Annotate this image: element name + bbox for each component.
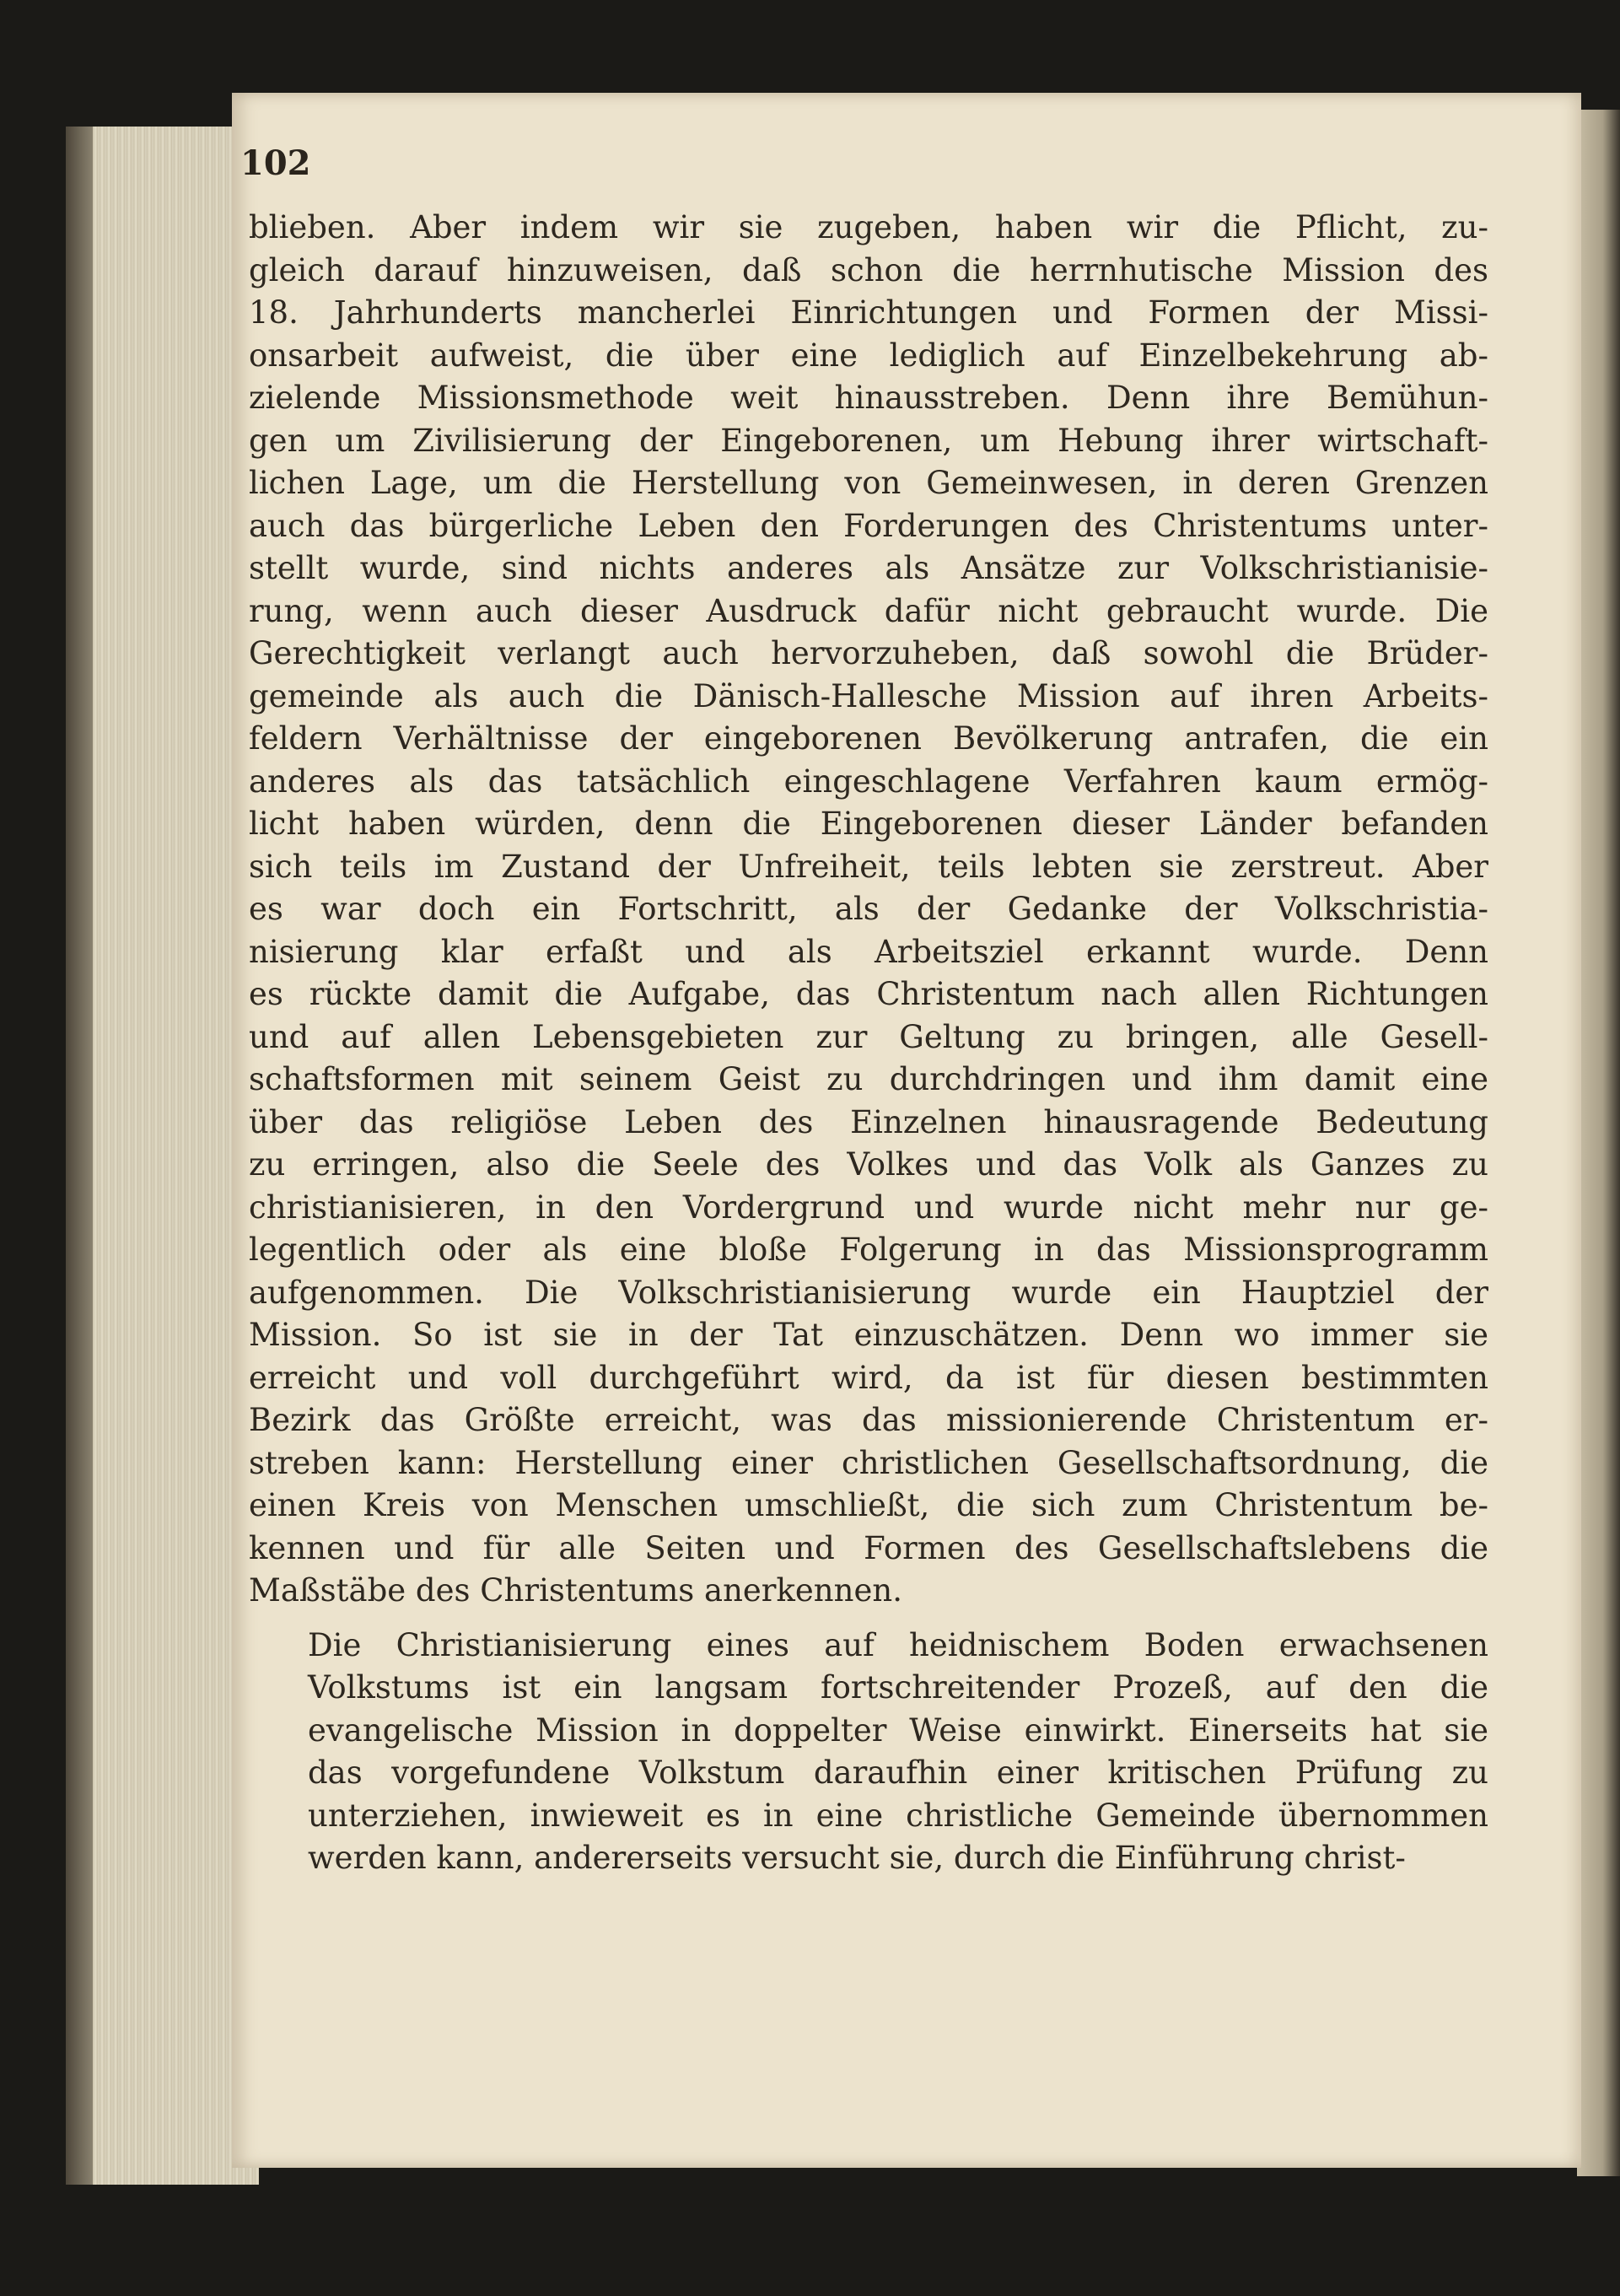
text-line: christianisieren, in den Vordergrund und wurde nicht mehr nur ge-	[249, 1188, 1488, 1226]
text-line: aufgenommen. Die Volkschristianisierung wurde ein Hauptziel der	[249, 1274, 1488, 1311]
text-line: licht haben würden, denn die Eingeborenen dieser Länder befanden	[249, 806, 1488, 842]
text-line: auch das bürgerliche Leben den Forderungen des Christentums unter-	[249, 507, 1488, 544]
text-line: erreicht und voll durchgeführt wird, da ist für diesen bestimmten	[249, 1359, 1488, 1396]
page-number: 102	[240, 143, 311, 183]
text-line: schaftsformen mit seinem Geist zu durchdringen und ihm damit eine	[249, 1061, 1488, 1097]
text-line: über das religiöse Leben des Einzelnen hinausragende Bedeutung	[249, 1103, 1488, 1140]
text-line: Mission. So ist sie in der Tat einzuschätzen. Denn wo immer sie	[249, 1317, 1488, 1353]
book-right-edge	[1577, 110, 1620, 2176]
text-line: zielende Missionsmethode weit hinausstreben. Denn ihre Bemühun-	[249, 380, 1488, 416]
text-line: anderes als das tatsächlich eingeschlagene Verfahren kaum ermög-	[249, 763, 1488, 800]
text-line: lichen Lage, um die Herstellung von Gemeinwesen, in deren Grenzen	[249, 465, 1488, 501]
book-page-edges	[66, 127, 259, 2185]
text-line: einen Kreis von Menschen umschließt, die sich zum Christentum be-	[249, 1487, 1488, 1523]
text-line: kennen und für alle Seiten und Formen des Gesellschaftslebens die	[249, 1529, 1488, 1566]
text-line: und auf allen Lebensgebieten zur Geltung zu bringen, alle Gesell-	[249, 1018, 1488, 1055]
text-line: 18. Jahrhunderts mancherlei Einrichtungen und Formen der Missi-	[249, 294, 1488, 331]
text-line: das vorgefundene Volkstum daraufhin einer kritischen Prüfung zu	[308, 1754, 1488, 1791]
text-line: feldern Verhältnisse der eingeborenen Bevölkerung antrafen, die ein	[249, 720, 1488, 757]
text-line: legentlich oder als eine bloße Folgerung in das Missionsprogramm	[249, 1232, 1488, 1268]
paragraph	[249, 1625, 1488, 1880]
text-line: Gerechtigkeit verlangt auch hervorzuheben, daß sowohl die Brüder-	[249, 635, 1488, 671]
text-line: streben kann: Herstellung einer christlichen Gesellschaftsordnung, die	[249, 1444, 1488, 1481]
text-line: es war doch ein Fortschritt, als der Gedanke der Volkschristia-	[249, 891, 1488, 927]
text-line: Die Christianisierung eines auf heidnischem Boden erwachsenen	[308, 1626, 1488, 1663]
text-line: werden kann, andererseits versucht sie, durch die Einführung christ-	[308, 1840, 1406, 1876]
text-line: evangelische Mission in doppelter Weise einwirkt. Einerseits hat sie	[308, 1711, 1488, 1749]
text-line: rung, wenn auch dieser Ausdruck dafür nicht gebraucht wurde. Die	[249, 592, 1488, 629]
text-line: sich teils im Zustand der Unfreiheit, teils lebten sie zerstreut. Aber	[249, 848, 1488, 885]
body-text	[249, 207, 1488, 1880]
paragraph	[249, 207, 1488, 1613]
text-line: gemeinde als auch die Dänisch-Hallesche Mission auf ihren Arbeits-	[249, 677, 1488, 714]
text-line: unterziehen, inwieweit es in eine christliche Gemeinde übernommen	[308, 1797, 1488, 1834]
text-line: nisierung klar erfaßt und als Arbeitsziel erkannt wurde. Denn	[249, 933, 1488, 970]
text-line: onsarbeit aufweist, die über eine lediglich auf Einzelbekehrung ab-	[249, 337, 1488, 374]
text-line: gen um Zivilisierung der Eingeborenen, um Hebung ihrer wirtschaft-	[249, 422, 1488, 459]
text-line: gleich darauf hinzuweisen, daß schon die herrnhutische Mission des	[249, 251, 1488, 288]
text-line: blieben. Aber indem wir sie zugeben, haben wir die Pflicht, zu-	[249, 209, 1488, 245]
book-spine-shadow	[66, 127, 93, 2185]
text-line: Bezirk das Größte erreicht, was das missionierende Christentum er-	[249, 1402, 1488, 1438]
text-line: es rückte damit die Aufgabe, das Christentum nach allen Richtungen	[249, 976, 1488, 1012]
text-line: stellt wurde, sind nichts anderes als Ansätze zur Volkschristianisie-	[249, 550, 1488, 586]
text-line: Maßstäbe des Christentums anerkennen.	[249, 1572, 902, 1609]
text-line: zu erringen, also die Seele des Volkes und das Volk als Ganzes zu	[249, 1146, 1488, 1183]
text-line: Volkstums ist ein langsam fortschreitender Prozeß, auf den die	[308, 1669, 1488, 1706]
